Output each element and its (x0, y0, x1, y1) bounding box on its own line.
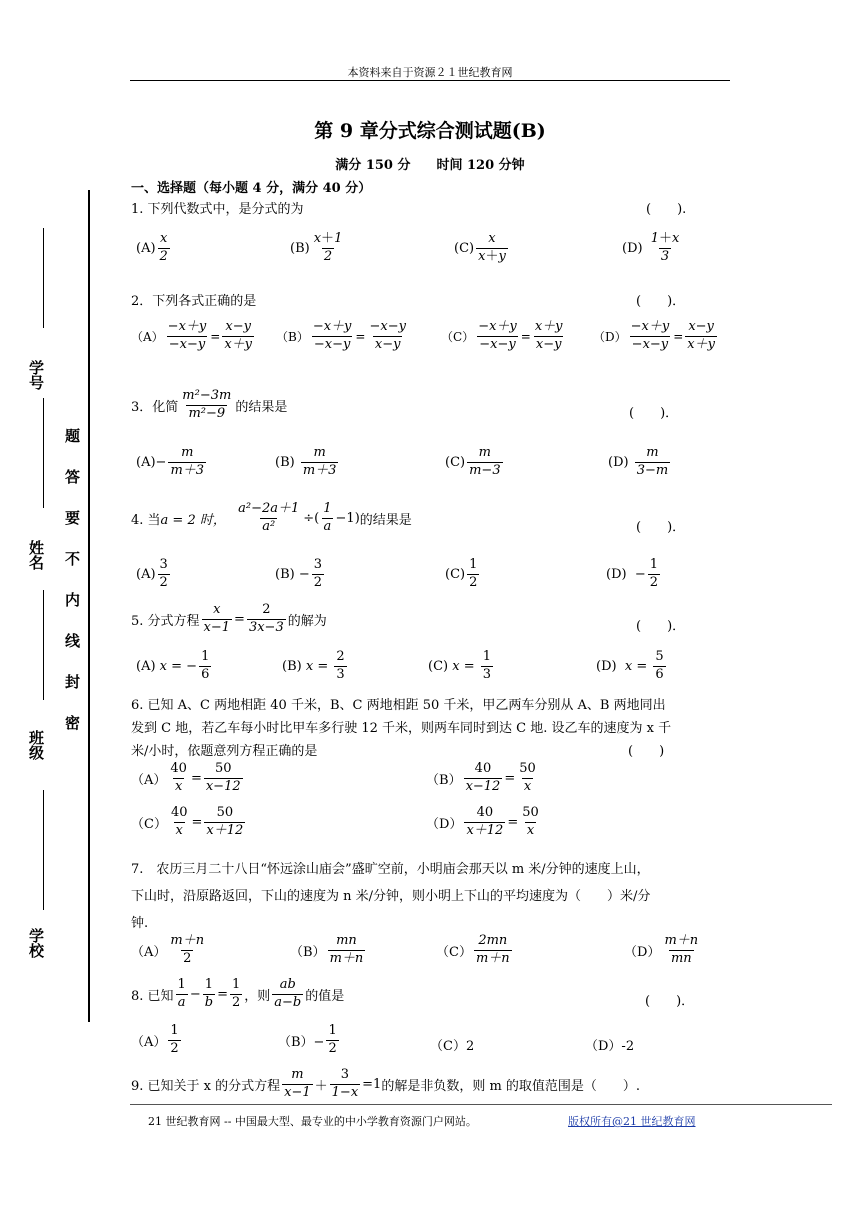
q8-stem: 8. 已知 $\frac{1}{a}$ − $\frac{1}{b}$ = $\frac{1}{2}$ ，则 $\frac{ab}{a-b}$ 的值是 (131, 977, 345, 1010)
q8-paren: ( )． (645, 994, 695, 1009)
q3-option-c: (C) $\frac{m}{m-3}$ (445, 445, 501, 478)
q6-option-a: （A） $\frac{40}{x}$ = $\frac{50}{x-12}$ (131, 761, 241, 794)
id-underline (43, 228, 44, 328)
class-underline (43, 590, 44, 700)
q5-paren: ( )． (636, 619, 686, 634)
q6-option-c: （C） $\frac{40}{x}$ = $\frac{50}{x+12}$ (131, 805, 244, 838)
q3-option-d: (D) $\frac{m}{3-m}$ (608, 445, 669, 478)
q8-option-b: （B）− $\frac{1}{2}$ (278, 1023, 337, 1056)
header-rule (130, 80, 730, 81)
q2-option-b: （B） $\frac{-x+y}{-x-y}$ = $\frac{-x-y}{x-y}$ (276, 319, 406, 352)
q5-option-c: (C) x = $\frac{1}{3}$ (428, 649, 492, 682)
q3-option-b: (B) $\frac{m}{m+3}$ (275, 445, 337, 478)
q4-option-d: (D) − $\frac{1}{2}$ (606, 557, 659, 590)
q1-option-d: (D) $\frac{1+x}{3}$ (622, 231, 680, 264)
footer-text: 21 世纪教育网 -- 中国最大型、最专业的中小学教育资源门户网站。 (148, 1115, 477, 1128)
q6-option-d: （D） $\frac{40}{x+12}$ = $\frac{50}{x}$ (426, 805, 539, 838)
q2-stem: 2．下列各式正确的是 (131, 294, 257, 309)
binding-line (88, 190, 90, 1022)
seal-notice (62, 428, 83, 756)
label-name: 姓名 (27, 540, 45, 570)
section-heading: 一、选择题（每小题 4 分，满分 40 分） (131, 181, 372, 196)
label-class: 班级 (27, 730, 45, 760)
q5-option-b: (B) x = $\frac{2}{3}$ (282, 649, 345, 682)
q2-option-a: （A） $\frac{-x+y}{-x-y}$ = $\frac{x-y}{x+y}$ (131, 319, 252, 352)
q4-option-a: (A) $\frac{3}{2}$ (136, 557, 168, 590)
q4-option-c: (C) $\frac{1}{2}$ (445, 557, 478, 590)
footer-rule (130, 1104, 832, 1105)
q4-paren: ( )． (636, 520, 686, 535)
q1-paren: ( ). (646, 202, 687, 217)
q5-stem: 5. 分式方程 $\frac{x}{x-1}$ = $\frac{2}{3x-3}$ 的解为 (131, 602, 327, 635)
page-title: 第 9 章分式综合测试题(B) (314, 120, 546, 142)
q7-line1: 7. 农历三月二十八日“怀远涂山庙会”盛旷空前，小明庙会那天以 m 米/分钟的速度上山， (131, 862, 650, 877)
seal-notice-text: 题答要不内线封密 (63, 428, 81, 756)
q1-option-b: (B) $\frac{x+1}{2}$ (290, 231, 343, 264)
school-underline (43, 790, 44, 910)
q6-line3: 米/小时，依题意列方程正确的是 (131, 744, 318, 759)
q5-option-a: (A) x = − $\frac{1}{6}$ (136, 649, 210, 682)
q6-line2: 发到 C 地，若乙车每小时比甲车多行驶 12 千米，则两车同时到达 C 地. 设乙车的速度为 x 千 (131, 721, 672, 736)
q7-line2: 下山时，沿原路返回，下山的速度为 n 米/分钟，则小明上下山的平均速度为（ ）米/分 (131, 889, 651, 904)
q7-option-d: （D） $\frac{m+n}{mn}$ (624, 933, 699, 966)
q7-line3: 钟. (131, 916, 149, 931)
q8-option-d: （D）-2 (585, 1039, 635, 1054)
q2-option-c: （C） $\frac{-x+y}{-x-y}$ = $\frac{x+y}{x-y}$ (441, 319, 563, 352)
q3-stem: 3．化简 $\frac{\text{m²−3m}}{\text{m²−9}}$ 的结果是 (131, 388, 288, 421)
q7-option-c: （C） $\frac{2mn}{m+n}$ (436, 933, 510, 966)
q3-paren: ( )． (629, 406, 679, 421)
q5-option-d: (D) x = $\frac{5}{6}$ (596, 649, 664, 682)
page-header: 本资料来自于资源２１世纪教育网 (347, 66, 513, 79)
q3-option-a: (A)− $\frac{m}{m+3}$ (136, 445, 205, 478)
q1-stem: 1. 下列代数式中，是分式的为 (131, 202, 304, 217)
q1-option-c: (C) $\frac{x}{x+y}$ (454, 231, 506, 264)
footer-copyright-link[interactable]: 版权所有@21 世纪教育网 (568, 1115, 696, 1128)
q4-option-b: (B) − $\frac{3}{2}$ (275, 557, 323, 590)
q8-option-a: （A） $\frac{1}{2}$ (131, 1023, 179, 1056)
q1-option-a: (A) $\frac{x}{2}$ (136, 231, 168, 264)
q2-option-d: （D） $\frac{-x+y}{-x-y}$ = $\frac{x-y}{x+y}$ (593, 319, 715, 352)
q7-option-b: （B） $\frac{mn}{m+n}$ (290, 933, 364, 966)
q4-stem: 4. 当a = 2 时， $\frac{\text{a²−2a＋1}}{\text{a²}}$ ÷( $\frac{1}{a}$ −1)的结果是 (131, 501, 412, 534)
q6-paren: ( ) (628, 744, 665, 759)
page-subtitle: 满分 150 分 时间 120 分钟 (335, 158, 525, 173)
q2-paren: ( )． (636, 294, 686, 309)
q6-line1: 6. 已知 A、C 两地相距 40 千米，B、C 两地相距 50 千米，甲乙两车分别从 A、B 两地同出 (131, 698, 666, 713)
label-school: 学校 (27, 928, 45, 958)
q6-option-b: （B） $\frac{40}{x-12}$ = $\frac{50}{x}$ (426, 761, 536, 794)
q7-option-a: （A） $\frac{m+n}{2}$ (131, 933, 205, 966)
q8-option-c: （C）2 (430, 1039, 475, 1054)
label-student-id: 学号 (27, 360, 45, 390)
q9-stem: 9. 已知关于 x 的分式方程 $\frac{m}{x-1}$ ＋ $\frac{3}{1-x}$ =1的解是非负数，则 m 的取值范围是（ ）. (131, 1067, 641, 1100)
name-underline (43, 398, 44, 508)
